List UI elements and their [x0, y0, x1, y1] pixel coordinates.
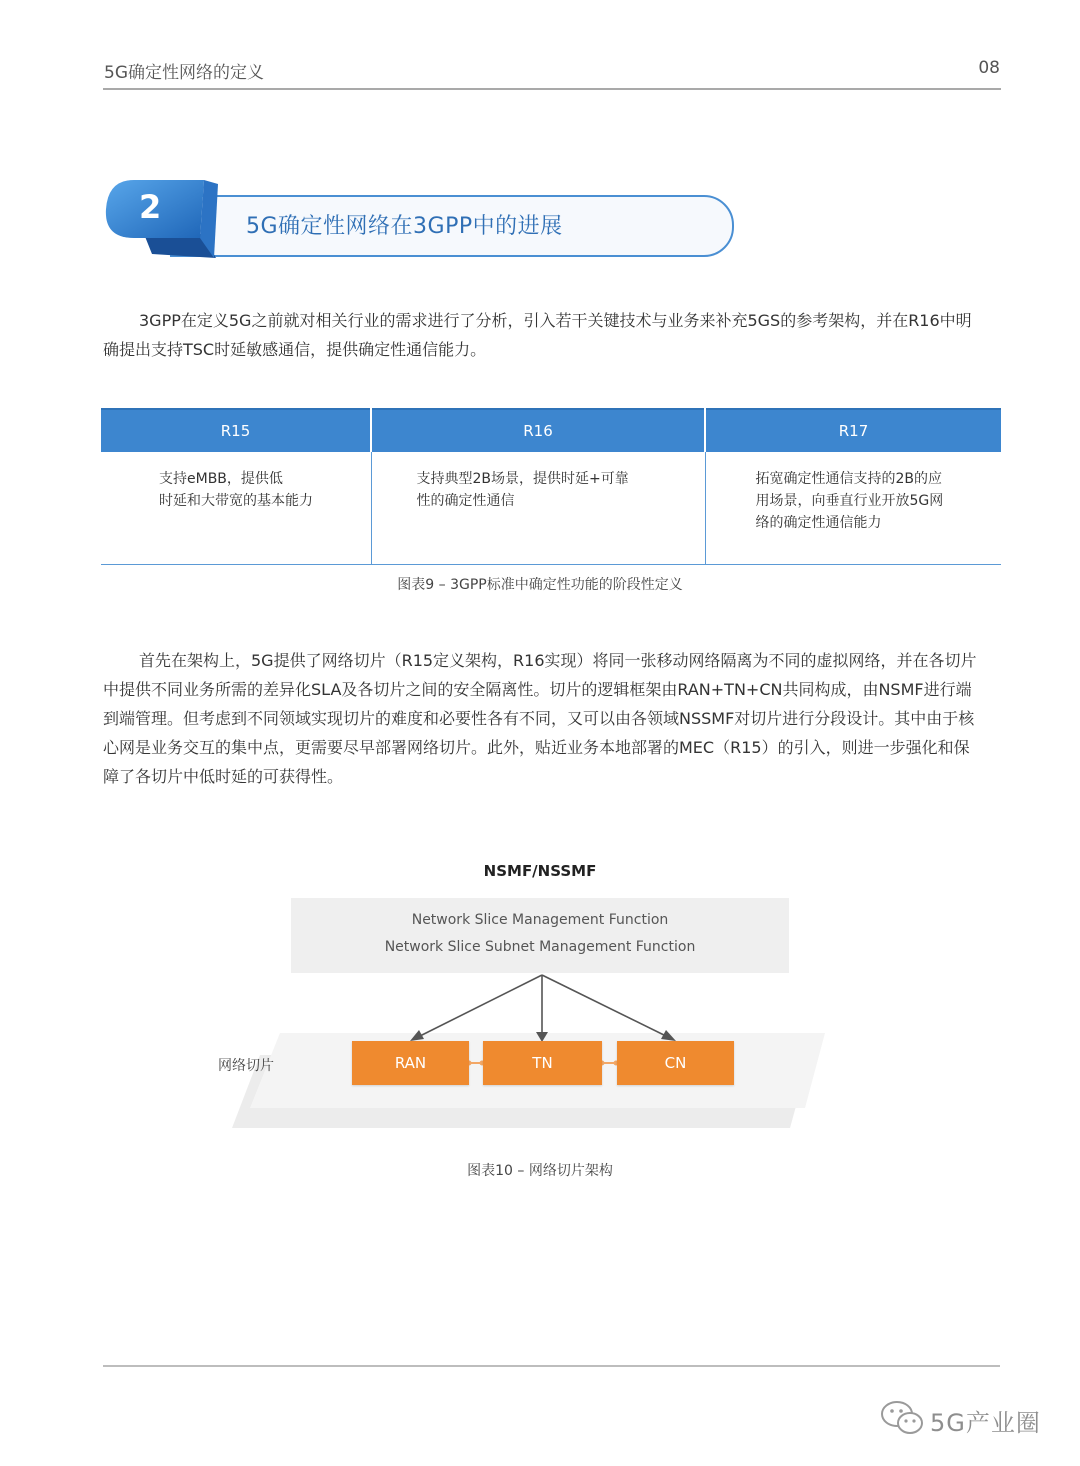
- slicing-line-1: 首先在架构上，5G提供了网络切片（R15定义架构，R16实现）将同一张移动网络隔离为不同的虚拟网络，并在各切片: [139, 651, 977, 670]
- slicing-line-2: 中提供不同业务所需的差异化SLA及各切片之间的安全隔离性。切片的逻辑框架由RAN+TN+CN共同构成，由NSMF进行端: [103, 680, 972, 699]
- network-slice-label: 网络切片: [218, 1058, 274, 1074]
- cn-domain-box: CN: [617, 1041, 734, 1085]
- tn-domain-box: TN: [483, 1041, 602, 1085]
- table-caption: 图表9 – 3GPP标准中确定性功能的阶段性定义: [397, 577, 683, 593]
- release-table: [101, 408, 1001, 565]
- intro-line-1: 3GPP在定义5G之前就对相关行业的需求进行了分析，引入若干关键技术与业务来补充5GS的参考架构，并在R16中明: [139, 311, 972, 330]
- ran-domain-box: RAN: [352, 1041, 469, 1085]
- slicing-line-5: 障了各切片中低时延的可获得性。: [103, 767, 344, 786]
- diagram-title: NSMF/NSSMF: [483, 862, 597, 880]
- section-number-ribbon: [104, 178, 224, 260]
- running-header-title: 5G确定性网络的定义: [104, 63, 264, 83]
- table-header-r16: R16: [371, 409, 705, 452]
- slicing-paragraph: [103, 646, 1001, 791]
- slicing-line-3: 到端管理。但考虑到不同领域实现切片的难度和必要性各有不同，又可以由各领域NSSMF对切片进行分段设计。其中由于核: [103, 709, 975, 728]
- wechat-icon: [880, 1398, 926, 1438]
- watermark-text: 5G产业圈: [930, 1409, 1041, 1437]
- intro-line-2: 确提出支持TSC时延敏感通信，提供确定性通信能力。: [103, 340, 487, 359]
- connector-arrows: [416, 975, 670, 1038]
- header-divider: [103, 88, 1001, 90]
- nsmf-box: [291, 898, 789, 973]
- table-cell-r15: 支持eMBB，提供低 时延和大带宽的基本能力: [101, 452, 371, 565]
- footer-divider: [103, 1365, 1000, 1367]
- section-title: 5G确定性网络在3GPP中的进展: [246, 214, 563, 239]
- section-number: 2: [139, 188, 162, 226]
- nssmf-label: Network Slice Subnet Management Function: [384, 939, 696, 955]
- table-cell-r16: 支持典型2B场景，提供时延+可靠 性的确定性通信: [371, 452, 705, 565]
- table-cell-r17: 拓宽确定性通信支持的2B的应 用场景，向垂直行业开放5G网 络的确定性通信能力: [705, 452, 1001, 565]
- table-header-r17: R17: [705, 409, 1001, 452]
- slicing-line-4: 心网是业务交互的集中点，更需要尽早部署网络切片。此外，贴近业务本地部署的MEC（R15）的引入，则进一步强化和保: [103, 738, 970, 757]
- nsmf-label: Network Slice Management Function: [411, 912, 669, 928]
- diagram-caption: 图表10 – 网络切片架构: [467, 1163, 613, 1179]
- intro-paragraph: [103, 306, 1001, 364]
- page-number: 08: [978, 58, 1000, 78]
- table-header-r15: R15: [101, 409, 371, 452]
